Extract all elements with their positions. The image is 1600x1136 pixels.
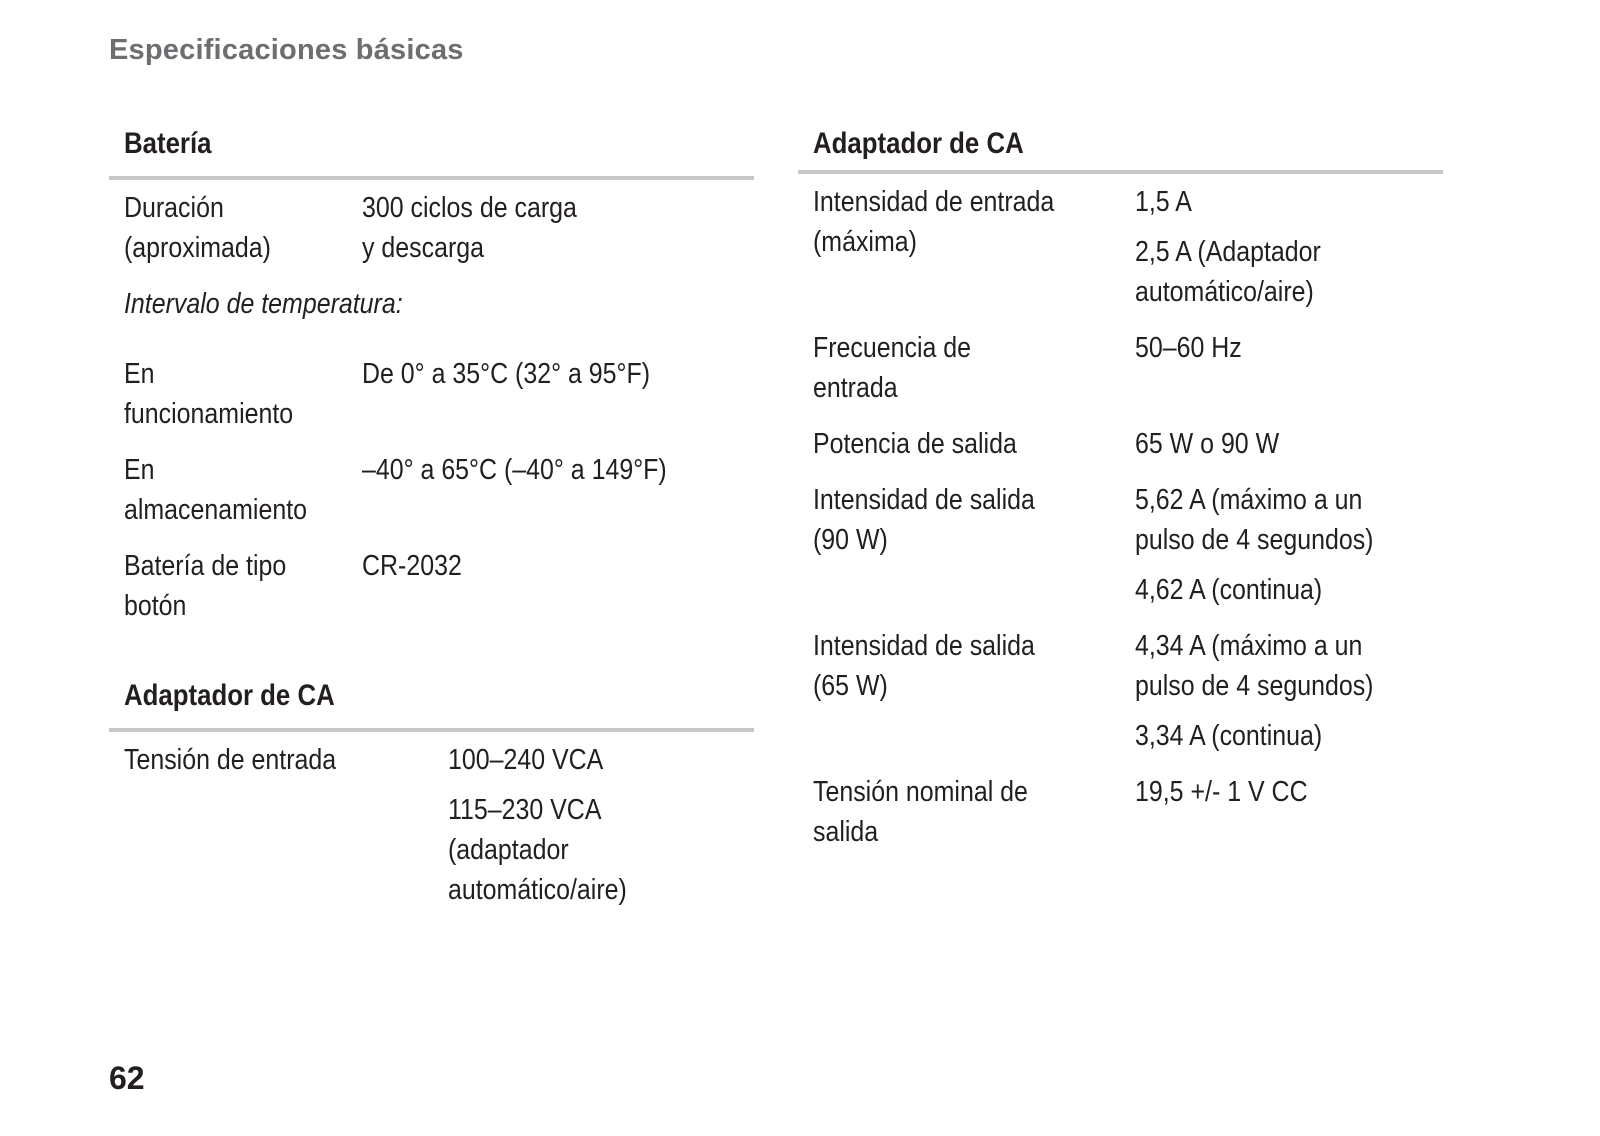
spec-value: 4,62 A (continua) (1135, 574, 1323, 606)
spec-label: Tensión nominal de salida (813, 776, 1028, 848)
spec-value: 4,34 A (máximo a un pulso de 4 segundos) (1135, 630, 1374, 702)
battery-title: Batería (124, 127, 212, 160)
ac-adapter-left-section (109, 676, 754, 926)
ac-adapter-right-title: Adaptador de CA (813, 127, 1024, 160)
input-voltage-value: 100–240 VCA (448, 744, 604, 776)
page-number: 62 (109, 1060, 145, 1096)
battery-operating-label: En funcionamiento (124, 358, 294, 430)
spec-value: 19,5 +/- 1 V CC (1135, 776, 1308, 808)
spec-label: Intensidad de salida (65 W) (813, 630, 1035, 702)
spec-row (813, 480, 1443, 610)
ac-adapter-right-divider (798, 170, 1443, 174)
battery-section (109, 124, 754, 642)
temperature-heading: Intervalo de temperatura: (124, 288, 403, 320)
input-voltage-row (124, 740, 754, 910)
battery-operating-row (124, 354, 754, 434)
spec-row (813, 328, 1443, 408)
spec-label: Potencia de salida (813, 428, 1017, 460)
battery-operating-value: De 0° a 35°C (32° a 95°F) (362, 358, 651, 390)
battery-duration-value: 300 ciclos de carga y descarga (362, 192, 577, 264)
battery-duration-row (124, 188, 754, 268)
battery-duration-label: Duración (aproximada) (124, 192, 271, 264)
spec-label: Intensidad de salida (90 W) (813, 484, 1035, 556)
spec-label: Frecuencia de entrada (813, 332, 972, 404)
spec-row (813, 772, 1443, 852)
battery-coin-cell-value: CR-2032 (362, 550, 462, 582)
battery-coin-cell-row (124, 546, 754, 626)
battery-storage-value: –40° a 65°C (–40° a 149°F) (362, 454, 667, 486)
spec-value: 2,5 A (Adaptador automático/aire) (1135, 236, 1321, 308)
battery-storage-label: En almacenamiento (124, 454, 308, 526)
spec-row (813, 424, 1443, 464)
battery-storage-row (124, 450, 754, 530)
spec-value: 50–60 Hz (1135, 332, 1242, 364)
spec-value: 1,5 A (1135, 186, 1192, 218)
spec-value: 65 W o 90 W (1135, 428, 1280, 460)
input-voltage-label: Tensión de entrada (124, 744, 337, 776)
battery-coin-cell-label: Batería de tipo botón (124, 550, 287, 622)
spec-value: 5,62 A (máximo a un pulso de 4 segundos) (1135, 484, 1374, 556)
spec-row (813, 626, 1443, 756)
running-header: Especificaciones básicas (109, 34, 464, 66)
spec-row (813, 182, 1443, 312)
ac-adapter-left-title: Adaptador de CA (124, 679, 335, 712)
ac-adapter-right-section (798, 124, 1443, 868)
spec-value: 3,34 A (continua) (1135, 720, 1323, 752)
input-voltage-value: 115–230 VCA (adaptador automático/aire) (448, 794, 627, 906)
spec-label: Intensidad de entrada (máxima) (813, 186, 1055, 258)
battery-divider (109, 176, 754, 180)
ac-adapter-left-divider (109, 728, 754, 732)
